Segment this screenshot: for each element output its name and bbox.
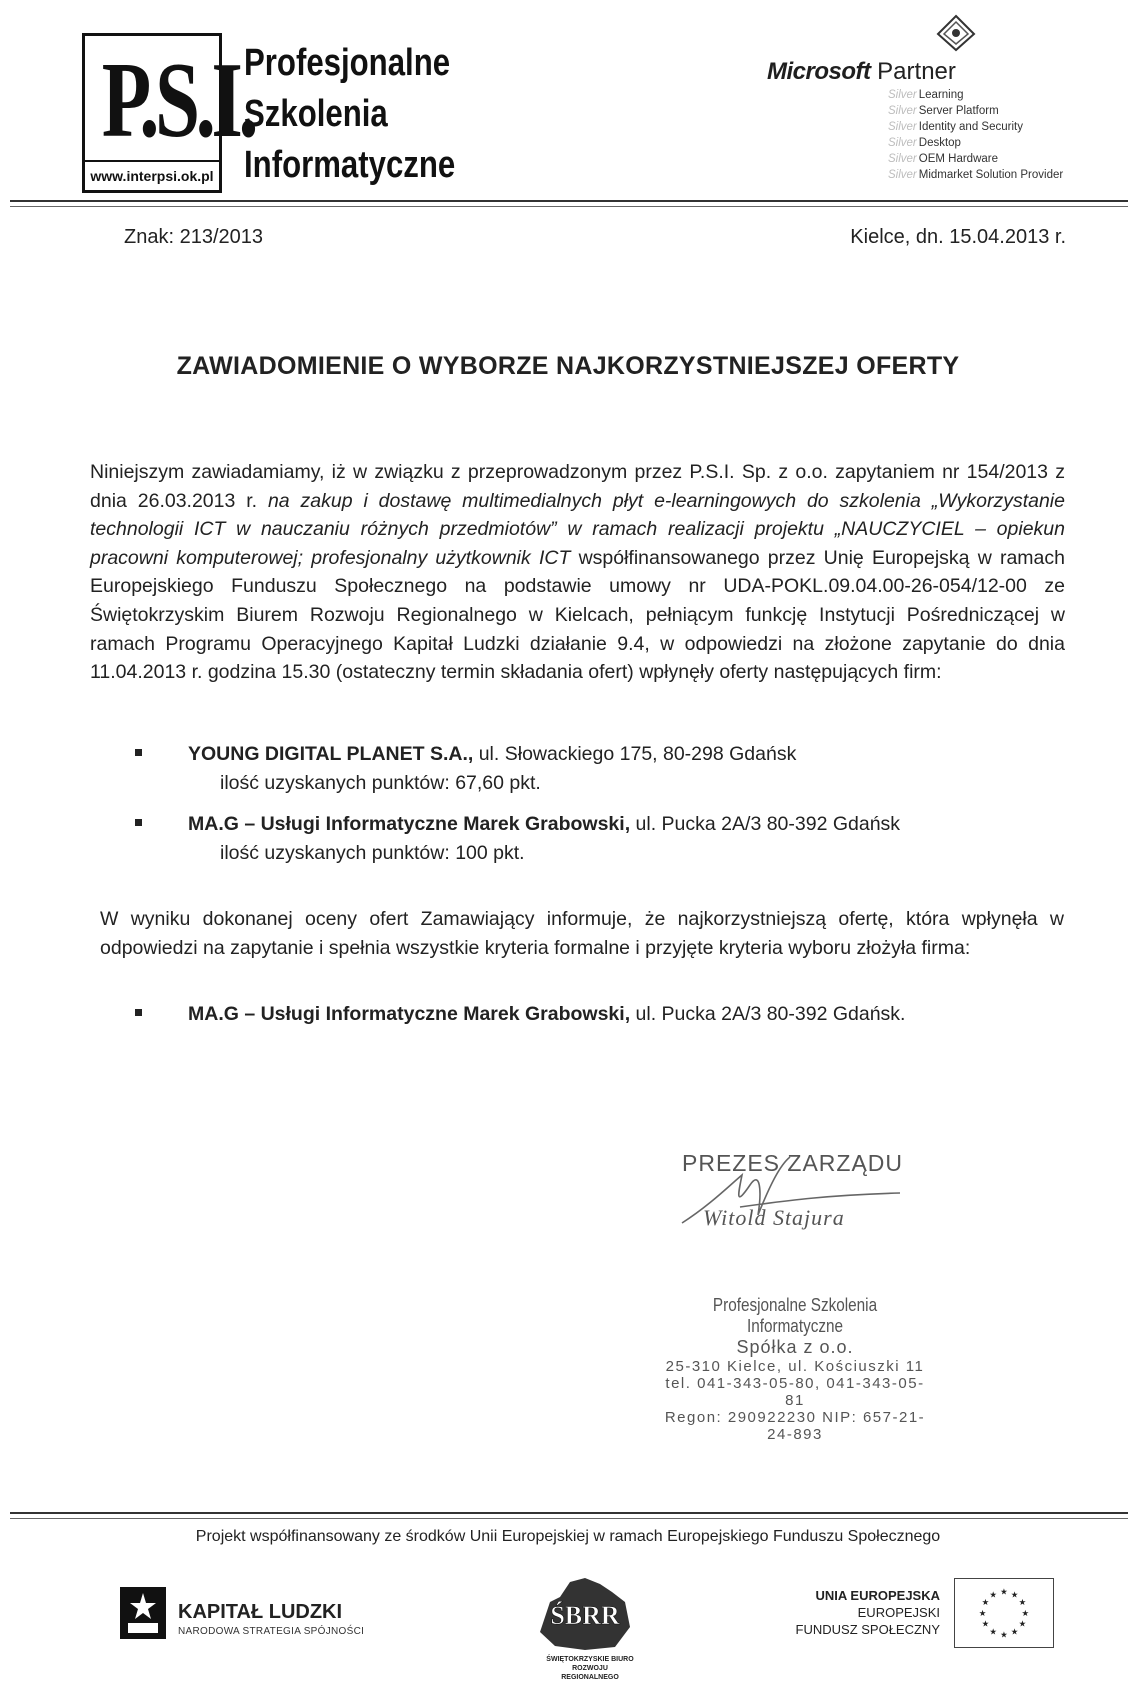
competency-item: Silver OEM Hardware — [888, 153, 999, 165]
stamp-legal-form: Spółka z o.o. — [736, 1337, 854, 1357]
offer-item — [135, 810, 900, 867]
eu-star: ★ — [989, 1626, 998, 1637]
eu-star: ★ — [1010, 1626, 1019, 1637]
eu-star: ★ — [1018, 1618, 1027, 1629]
firm-address: ul. Pucka 2A/3 80-392 Gdańsk — [630, 813, 901, 835]
bullet-icon — [135, 819, 142, 826]
competency-item: Silver Midmarket Solution Provider — [888, 169, 1064, 181]
stamp-address: 25-310 Kielce, ul. Kościuszki 11 — [665, 1358, 925, 1375]
stamp-company-name: Profesjonalne Szkolenia Informatyczne — [712, 1295, 878, 1336]
sbrr-subtitle: ŚWIĘTOKRZYSKIE BIURO ROZWOJU REGIONALNEGO — [546, 1656, 634, 1681]
company-name-line: Szkolenia — [244, 93, 388, 135]
firm-name: YOUNG DIGITAL PLANET S.A., — [188, 743, 474, 765]
winner-item — [135, 1000, 905, 1029]
sbrr-logo — [530, 1572, 640, 1652]
document-title: ZAWIADOMIENIE O WYBORZE NAJKORZYSTNIEJSZEJ OFERTY — [176, 352, 960, 380]
eu-star: ★ — [981, 1597, 990, 1608]
sbrr-label: ŚBRR — [550, 1601, 620, 1630]
company-stamp — [660, 1295, 930, 1443]
competency-item: Silver Identity and Security — [888, 121, 1023, 133]
eu-star: ★ — [989, 1589, 998, 1600]
handwritten-signature — [680, 1145, 910, 1235]
eu-star: ★ — [978, 1607, 987, 1618]
psi-logo-mark: P.S.I. — [101, 41, 255, 160]
company-name-line: Informatyczne — [244, 144, 456, 186]
psi-logo-url: www.interpsi.ok.pl — [85, 160, 219, 190]
eu-label — [780, 1587, 940, 1638]
stamp-phone: tel. 041-343-05-80, 041-343-05-81 — [665, 1375, 925, 1409]
company-name-line: Profesjonalne — [244, 42, 451, 84]
microsoft-label: Microsoft — [767, 58, 871, 85]
cofinancing-note: Projekt współfinansowany ze środków Unii Europejskiej w ramach Europejskiego Funduszu Społecznego — [195, 1528, 941, 1545]
winner-name: MA.G – Usługi Informatyczne Marek Grabowski, — [188, 1003, 631, 1025]
competency-item: Silver Learning — [888, 89, 964, 101]
place-date: Kielce, dn. 15.04.2013 r. — [850, 226, 1066, 248]
intro-paragraph: Niniejszym zawiadamiamy, iż w związku z przeprowadzonym przez P.S.I. Sp. z o.o. zapytaniem nr 154/2013 z dnia 26.03.2013 r. na zakup i dostawę multimedialnych płyt e-learningowych do szkolenia „Wykorzystanie technologii ICT w nauczaniu różnych przedmiotów” w ramach realizacji projektu „NAUCZYCIEL – opiekun pracowni komputerowej; profesjonalny użytkownik ICT współfinansowanego przez Unię Europejską w ramach Europejskiego Funduszu Społecznego na podstawie umowy nr UDA-POKL.09.04.00-26-054/12-00 ze Świętokrzyskim Biurem Rozwoju Regionalnego w Kielcach, pełniącym funkcję Instytucji Pośredniczącej w ramach Programu Operacyjnego Kapitał Ludzki działanie 9.4, w odpowiedzi na złożone zapytanie do dnia 11.04.2013 r. godzina 15.30 (ostateczny termin składania ofert) wpłynęły oferty następujących firm: — [90, 461, 1065, 684]
eu-star: ★ — [981, 1618, 990, 1629]
header-divider — [10, 200, 1128, 207]
competency-item: Silver Server Platform — [888, 105, 999, 117]
competency-item: Silver Desktop — [888, 137, 961, 149]
firm-address: ul. Słowackiego 175, 80-298 Gdańsk — [473, 743, 797, 765]
eu-star: ★ — [1018, 1597, 1027, 1608]
kapital-ludzki-logo-icon — [118, 1585, 168, 1641]
eu-star: ★ — [1021, 1607, 1030, 1618]
eu-star: ★ — [1000, 1586, 1008, 1597]
microsoft-partner-icon — [936, 14, 976, 52]
winner-address: ul. Pucka 2A/3 80-392 Gdańsk. — [630, 1003, 906, 1025]
signatory-title: PREZES ZARZĄDU — [682, 1150, 904, 1176]
stamp-registry: Regon: 290922230 NIP: 657-21-24-893 — [664, 1409, 926, 1443]
kapital-ludzki-subtitle: NARODOWA STRATEGIA SPÓJNOŚCI — [178, 1626, 365, 1637]
signatory-name: Witold Stajura — [703, 1205, 845, 1230]
eu-star: ★ — [1000, 1629, 1008, 1640]
company-name — [244, 38, 455, 191]
footer-divider — [10, 1512, 1128, 1519]
eu-star: ★ — [1010, 1589, 1019, 1600]
offer-item — [135, 740, 796, 797]
psi-logo — [82, 33, 255, 193]
eu-flag-icon — [954, 1578, 1054, 1648]
firm-name: MA.G – Usługi Informatyczne Marek Grabowski, — [188, 813, 631, 835]
microsoft-competency-list — [888, 87, 1063, 183]
bullet-icon — [135, 749, 142, 756]
bullet-icon — [135, 1009, 142, 1016]
eu-fund-line2: FUNDUSZ SPOŁECZNY — [795, 1622, 940, 1637]
reference-number: Znak: 213/2013 — [124, 226, 263, 248]
eu-union: UNIA EUROPEJSKA — [815, 1588, 940, 1603]
kapital-ludzki-title: KAPITAŁ LUDZKI — [178, 1601, 343, 1623]
firm-points: ilość uzyskanych punktów: 100 pkt. — [220, 841, 525, 864]
microsoft-partner-brand — [767, 58, 956, 86]
partner-label: Partner — [877, 58, 956, 85]
project-title: na zakup i dostawę multimedialnych płyt e-learningowych do szkolenia „Wykorzystanie technologii ICT w nauczaniu różnych przedmiotów” w ramach realizacji projektu „NAUCZYCIEL – opiekun pracowni komputerowej; profesjonalny użytkownik ICT — [90, 489, 1065, 569]
result-paragraph: W wyniku dokonanej oceny ofert Zamawiający informuje, że najkorzystniejszą ofertę, która wpłynęła w odpowiedzi na zapytanie i spełnia wszystkie kryteria formalne i przyjęte kryteria wyboru złożyła firma: — [100, 908, 1064, 959]
eu-fund-line1: EUROPEJSKI — [857, 1605, 940, 1620]
firm-points: ilość uzyskanych punktów: 67,60 pkt. — [220, 771, 541, 794]
